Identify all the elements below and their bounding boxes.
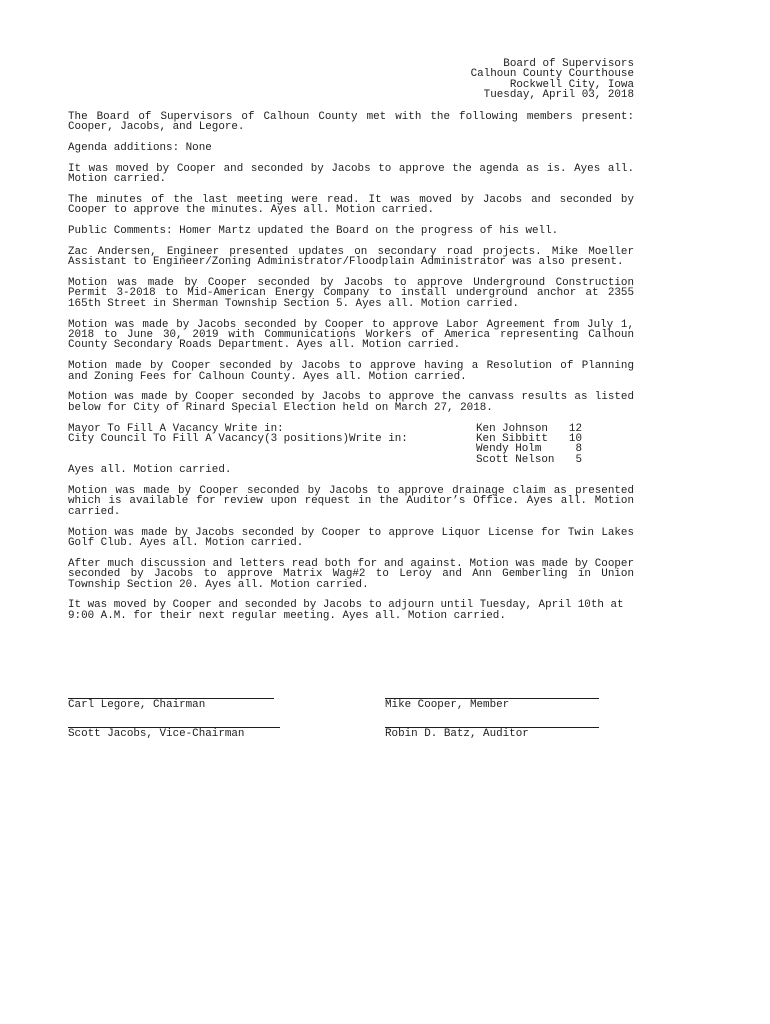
canvass-office [68, 444, 476, 454]
document-header [68, 59, 634, 101]
canvass-votes: 12 [568, 422, 582, 435]
paragraph-labor-agreement: Motion was made by Jacobs seconded by Cooper to approve Labor Agreement from July 1, 2018 to June 30, 2019 with Communications Workers of America representing Calhoun County Secondary Roads Department. Ayes all. Motion carried. [68, 318, 634, 352]
minutes-document [68, 59, 634, 632]
canvass-candidate: Wendy Holm [476, 443, 542, 456]
canvass-votes: 10 [568, 433, 582, 446]
paragraph-zoning-fees: Motion made by Cooper seconded by Jacobs to approve having a Resolution of Planning and Zoning Fees for Calhoun County. Ayes all. Motion carried. [68, 360, 634, 383]
canvass-votes: 5 [575, 453, 582, 466]
canvass-candidate: Ken Johnson [476, 422, 548, 435]
canvass-row [68, 434, 634, 444]
paragraph-drainage-claim: Motion was made by Cooper seconded by Jacobs to approve drainage claim as presented which is available for review upon request in the Auditor’s Office. Ayes all. Motion carried. [68, 485, 634, 518]
paragraph-agenda-approval: It was moved by Cooper and seconded by Jacobs to approve the agenda as is. Ayes all. Motion carried. [68, 162, 634, 186]
paragraph-matrix-approval: After much discussion and letters read both for and against. Motion was made by Cooper seconded by Jacobs to approve Matrix Wag#2 to Leroy and Ann Gemberling in Union Township Section 20. Ayes all. Motion carried. [68, 557, 634, 591]
paragraph-adjournment: It was moved by Cooper and seconded by Jacobs to adjourn until Tuesday, April 10th at 9:00 A.M. for their next regular meeting. Ayes all. Motion carried. [68, 599, 624, 622]
canvass-office: Mayor To Fill A Vacancy Write in: [68, 422, 284, 435]
paragraph-public-comments: Public Comments: Homer Martz updated the Board on the progress of his well. [68, 225, 559, 238]
paragraph-attendance: The Board of Supervisors of Calhoun County met with the following members present: Cooper, Jacobs, and Legore. [68, 110, 634, 134]
signature-member [385, 698, 599, 710]
signature-vice-chairman [68, 727, 280, 739]
header-line-city: Rockwell City, Iowa [509, 78, 634, 91]
header-line-board: Board of Supervisors [503, 58, 634, 70]
paragraph-canvass-intro: Motion was made by Cooper seconded by Jacobs to approve the canvass results as listed below for City of Rinard Special Election held on March 27, 2018. [68, 391, 634, 414]
paragraph-liquor-license: Motion was made by Jacobs seconded by Cooper to approve Liquor License for Twin Lakes Golf Club. Ayes all. Motion carried. [68, 526, 634, 550]
paragraph-construction-permit: Motion was made by Cooper seconded by Jacobs to approve Underground Construction Permit 3-2018 to Mid-American Energy Company to install underground anchor at 2355 165th Street in Sherman Township Section 5. Ayes all. Motion carried. [68, 277, 634, 310]
paragraph-minutes-approval: The minutes of the last meeting were read. It was moved by Jacobs and seconded by Cooper to approve the minutes. Ayes all. Motion carried. [68, 193, 634, 217]
header-line-date: Tuesday, April 03, 2018 [483, 89, 634, 102]
signature-name: Carl Legore, Chairman [68, 699, 206, 711]
canvass-results-table [68, 424, 634, 466]
signature-row [68, 698, 608, 727]
canvass-candidate: Scott Nelson [476, 453, 555, 466]
header-line-courthouse: Calhoun County Courthouse [470, 68, 634, 81]
signature-auditor [385, 727, 599, 739]
canvass-office: City Council To Fill A Vacancy(3 positions)Write in: [68, 433, 408, 446]
signature-chairman [68, 698, 274, 710]
paragraph-canvass-vote: Ayes all. Motion carried. [68, 464, 232, 477]
paragraph-engineer-updates: Zac Andersen, Engineer presented updates on secondary road projects. Mike Moeller Assistant to Engineer/Zoning Administrator/Floodplain Administrator was also present. [68, 245, 634, 269]
signature-block [68, 698, 608, 756]
signature-name: Scott Jacobs, Vice-Chairman [68, 728, 245, 740]
signature-name: Mike Cooper, Member [385, 699, 510, 711]
canvass-votes: 8 [575, 443, 582, 456]
signature-name: Robin D. Batz, Auditor [385, 728, 529, 740]
canvass-candidate: Ken Sibbitt [476, 433, 548, 446]
paragraph-agenda-additions: Agenda additions: None [68, 141, 212, 154]
signature-row [68, 727, 608, 756]
